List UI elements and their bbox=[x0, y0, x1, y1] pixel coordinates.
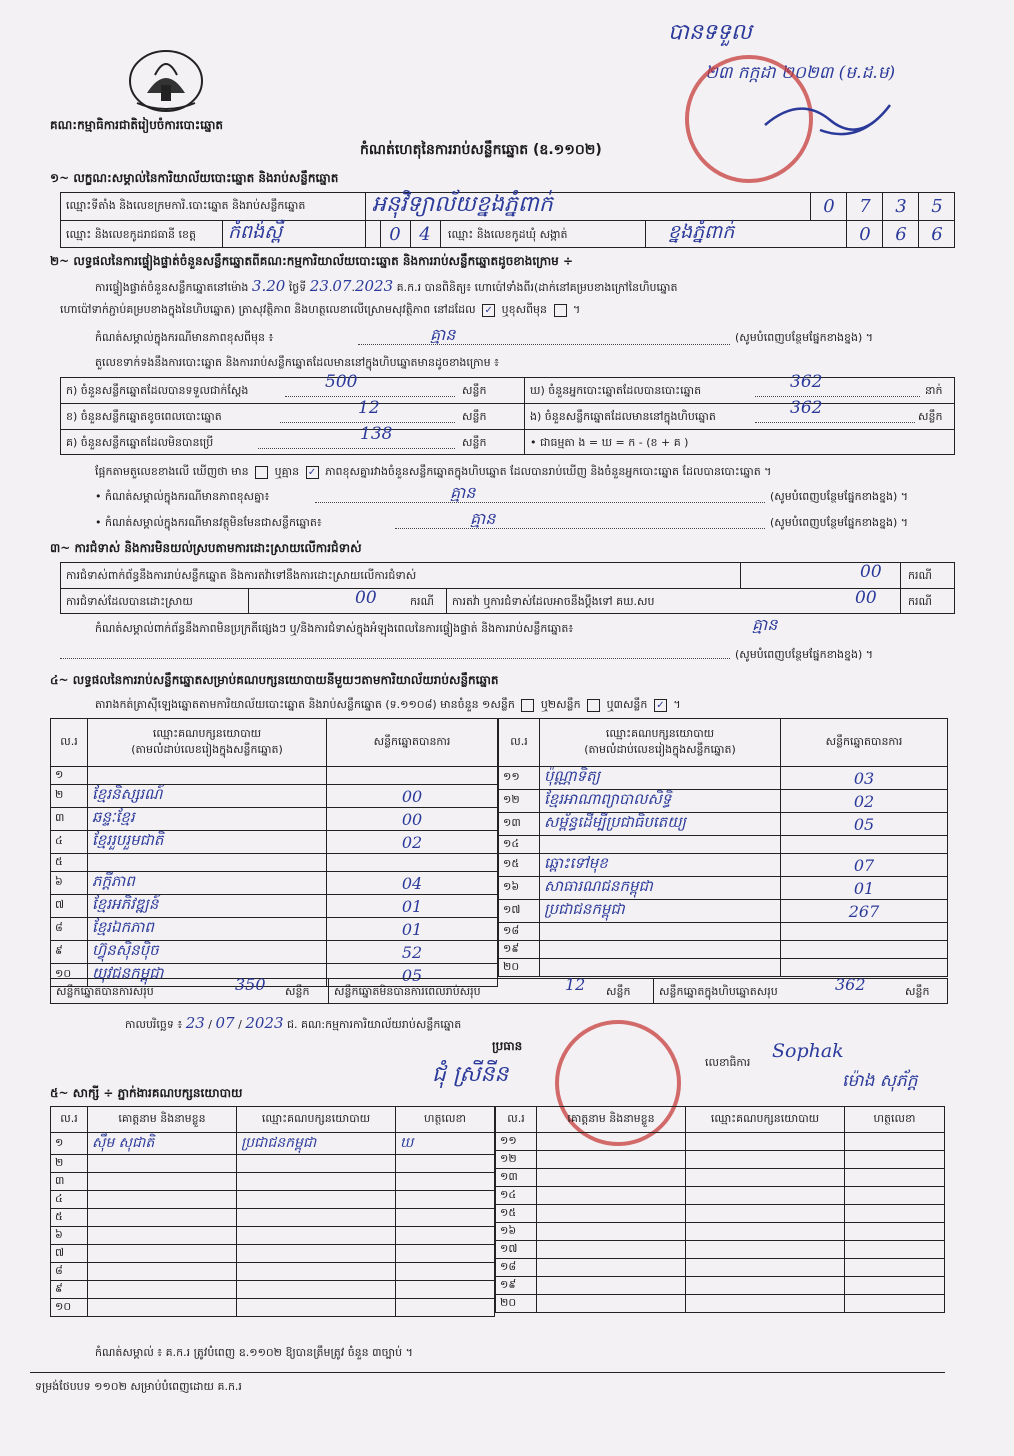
verify-month: 07 bbox=[332, 277, 352, 295]
signature bbox=[760, 85, 910, 145]
box-ballots-label: ង) ចំនួនសន្លឹកឆ្នោតដែលមាននៅក្នុងហិបឆ្នោត bbox=[530, 410, 716, 423]
appeal-value: 00 bbox=[855, 588, 877, 608]
invalid-total-value: 12 bbox=[565, 975, 586, 994]
irregularity-value: គ្មាន bbox=[752, 615, 778, 634]
chair-label: ប្រធាន bbox=[492, 1039, 523, 1053]
commune-label: ឈ្មោះ និងលេខកូដឃុំ សង្កាត់ bbox=[448, 228, 568, 241]
secretary-name: ម៉ោង សុភ័ក្ត bbox=[842, 1071, 918, 1091]
resolved-label: ការជំទាស់ដែលបានដោះស្រាយ bbox=[66, 595, 193, 608]
coat-of-arms-logo bbox=[125, 45, 207, 117]
date-month: 07 bbox=[215, 1014, 235, 1032]
section5-heading: ៥~ សាក្សី ÷ ភ្នាក់ងារគណបក្សនយោបាយ bbox=[50, 1086, 243, 1100]
invalid-total-label: សន្លឹកឆ្នោតមិនបានការពេលរាប់សរុប bbox=[334, 985, 481, 998]
remark2-value: គ្មាន bbox=[450, 483, 476, 502]
objections-value: 00 bbox=[860, 562, 882, 582]
table-row-no: ១ bbox=[51, 767, 88, 785]
page-title: កំណត់ហេតុនៃការរាប់សន្លឹកឆ្នោត (ឧ.១១០២) bbox=[360, 142, 602, 158]
remark2-label: • កំណត់សម្គាល់ក្នុងករណីមានភាពខុសគ្នា៖ bbox=[95, 490, 270, 503]
has-difference-checkbox[interactable] bbox=[255, 466, 268, 479]
location-code-2: 7 bbox=[859, 196, 871, 217]
committee-name: គណ:កម្មាធិការជាតិរៀបចំការបោះឆ្នោត bbox=[50, 118, 224, 132]
commune-code-3: 6 bbox=[931, 224, 943, 245]
remark1-note: (សូមបំពេញបន្ថែមផ្នែកខាងខ្នង) ។ bbox=[735, 331, 874, 344]
one-sheet-checkbox[interactable] bbox=[521, 699, 534, 712]
received-ballots-label: ក) ចំនួនសន្លឹកឆ្នោតដែលបានទទួលជាក់ស្តែង bbox=[66, 384, 249, 397]
received-date: ២៣ កក្កដា ២០២៣ (ម.ដ.ម) bbox=[705, 63, 896, 83]
section1-heading: ១~ លក្ខណ:សម្គាល់នៃការិយាល័យបោះឆ្នោត និងរាប់សន្លឹកឆ្នោត bbox=[50, 171, 339, 185]
verify-time: 3.20 bbox=[251, 277, 286, 295]
box-ballots-value: 362 bbox=[790, 398, 823, 418]
figures-intro: តួលេខទាក់ទងនឹងការបោះឆ្នោត និងការរាប់សន្លឹកឆ្នោតដែលមាននៅក្នុងហិបឆ្នោតមានដូចខាងក្រោម ៖ bbox=[95, 356, 499, 369]
resolved-value: 00 bbox=[355, 588, 377, 608]
commune-code-2: 6 bbox=[895, 224, 907, 245]
document-page: គណ:កម្មាធិការជាតិរៀបចំការបោះឆ្នោត កំណត់ហេតុនៃការរាប់សន្លឹកឆ្នោត (ឧ.១១០២) បានទទួល ២៣ កក្កដា ២០២៣ (ម.ដ.ម) ១~ លក្ខណ:សម្គាល់នៃការិយាល័យបោះឆ្នោត និងរាប់សន្លឹកឆ្នោត ឈ្មោះទីតាំង និងលេខក្រមការិ.បោះឆ្នោត និងរាប់សន្លឹកឆ្នោត អនុវិទ្យាល័យខ្នងភ្នំពាក់ 0 7 3 5 ឈ្មោះ និងលេខកូដរាជធានី ខេត្ត កំពង់ស្ពឺ 0 4 ឈ្មោះ និងលេខកូដឃុំ សង្កាត់ ខ្នងភ្នំពាក់ 0 6 6 ២~ លទ្ធផលនៃការផ្ទៀងផ្ទាត់ចំនួនសន្លឹកឆ្នោតពីគណ:កម្មការិយាល័យបោះឆ្នោត និងការរាប់សន្លឹកឆ្នោតដូចខាងក្រោម ÷ ការផ្ទៀងផ្ទាត់ចំនួនសន្លឹកឆ្នោតនៅម៉ោង 3.20 ថ្ងៃទី 23.07.2023 គ.ក.រ បានពិនិត្យ៖ ហោប៉ៅទាំងពីរ(ដាក់នៅគម្របខាងក្រៅនៃហិបឆ្នោត ហោប៉ៅទាក់ភ្ជាប់គម្របខាងក្នុងនៃហិបឆ្នោត) ត្រាសុវត្ថិភាព និងហត្ថលេខាលើស្រោមសុវត្ថិភាព នៅដដែល ✓ ឬខុសពីមុន ។ កំណត់សម្គាល់ក្នុងករណីមានភាពខុសពីមុន ៖ គ្មាន (សូមបំពេញបន្ថែមផ្នែកខាងខ្នង) ។ តួលេខទាក់ទងនឹងការបោះឆ្នោត និងការរាប់សន្លឹកឆ្នោតដែលមាននៅក្នុងហិបឆ្នោតមានដូចខាងក្រោម ៖ ក) ចំនួនសន្លឹកឆ្នោតដែលបានទទួលជាក់ស្តែង 500 សន្លឹក ខ) ចំនួនសន្លឹកឆ្នោតខូចពេលបោះឆ្នោត 12 សន្លឹក គ) ចំនួនសន្លឹកឆ្នោតដែលមិនបានប្រើ 138 សន្លឹក ឃ) ចំនួនអ្នកបោះឆ្នោតដែលបានបោះឆ្នោត 362 នាក់ ង) ចំនួនសន្លឹកឆ្នោតដែលមាននៅក្នុងហិបឆ្នោត 362 សន្លឹក • ជាធម្មតា ង = ឃ = ក - (ខ + គ ) ផ្អែកតាមតួលេខខាងលើ ឃើញថា មាន ឬគ្មាន ✓ ភាពខុសគ្នារវាងចំនួនសន្លឹកឆ្នោតក្នុងហិបឆ្នោត ដែលបានរាប់ឃើញ និងចំនួនអ្នកបោះឆ្នោត ដែលបានបោះឆ្នោត ។ • កំណត់សម្គាល់ក្នុងករណីមានភាពខុសគ្នា៖ គ្មាន (សូមបំពេញបន្ថែមផ្នែកខាងខ្នង) ។ • កំណត់សម្គាល់ក្នុងករណីមានវត្ថុមិនមែនជាសន្លឹកឆ្នោត៖ គ្មាន (សូមបំពេញបន្ថែមផ្នែកខាងខ្នង) ។ ៣~ ការជំទាស់ និងការមិនយល់ស្របតាមការដោះស្រាយលើការជំទាស់ ការជំទាស់ពាក់ព័ន្ធនឹងការរាប់សន្លឹកឆ្នោត និងការតវ៉ាទៅនឹងការដោះស្រាយលើការជំទាស់ 00 ករណី ការជំទាស់ដែលបានដោះស្រាយ 00 ករណី ការតវ៉ា ឬការជំទាស់ដែលអាចនឹងប្តឹងទៅ គឃ.សប 00 ករណី កំណត់សម្គាល់ពាក់ព័ន្ធនឹងភាពមិនប្រក្រតីផ្សេងៗ ឬ/និងការជំទាស់ក្នុងអំឡុងពេលនៃការផ្ទៀងផ្ទាត់ និងការរាប់សន្លឹកឆ្នោត៖ គ្មាន (សូមបំពេញបន្ថែមផ្នែកខាងខ្នង) ។ ៤~ លទ្ធផលនៃការរាប់សន្លឹកឆ្នោតសម្រាប់គណបក្សនយោបាយនីមួយៗតាមការិយាល័យរាប់សន្លឹកឆ្នោត តារាងកត់ត្រាស៊ីឡេងឆ្នោតតាមការិយាល័យបោះឆ្នោត និងរាប់សន្លឹកឆ្នោត (ទ.១១០៨) មានចំនួន ១សន្លឹក ឬ២សន្លឹក ឬ៣សន្លឹក ✓ ។ ល.រ ឈ្មោះគណបក្សនយោបាយ (តាមលំដាប់លេខរៀងក្នុងសន្លឹកឆ្នោត) សន្លឹកឆ្នោតបានការ ១ ២ ខ្មែរនិស្សរណ៍ 00 ៣ ឆន្ទៈខ្មែរ 00 ៤ ខ្មែររួបរួមជាតិ 02 ៥ ៦ ភក្តីភាព 04 ៧ ខ្មែរអភិវឌ្ឍន៍ 01 ៨ ខ្មែរឯកភាព 01 ៩ ហ៊្វុនស៊ិនប៉ិច 52 ១០ យុវជនកម្ពុជា 05 ល.រ ឈ្មោះគណបក្សនយោបាយ (តាមលំដាប់លេខរៀងក្នុងសន្លឹកឆ្នោត) សន្លឹកឆ្នោតបានការ ១១ ប៉ុណ្ណាទិត្យ 03 ១២ ខ្មែរអាណាព្យាបាលសិទ្ធិ 02 ១៣ សម្ព័ន្ធដើម្បីប្រជាធិបតេយ្យ 05 ១៤ ១៥ ឆ្ពោះទៅមុខ 07 ១៦ សាធារណជនកម្ពុជា 01 ១៧ ប្រជាជនកម្ពុជា 267 ១៨ ១៩ ២០ សន្លឹកឆ្នោតបានការសរុប 350 សន្លឹក សន្លឹកឆ្នោតមិនបានការពេលរាប់សរុប 12 សន្លឹក សន្លឹកឆ្នោតក្នុងហិបឆ្នោតសរុប 362 សន្លឹក កាលបរិច្ឆេទ ៖ 23 / 07 / 2023 ជ. គណ:កម្មការការិយាល័យរាប់សន្លឹកឆ្នោត ប្រធាន ជុំ ស្រីនីន លេខាធិការ Sophak ម៉ោង សុភ័ក្ត ៥~ សាក្សី ÷ ភ្នាក់ងារគណបក្សនយោបាយ ល.រ គោត្តនាម និងនាមខ្លួន ឈ្មោះគណបក្សនយោបាយ ហត្ថលេខា ១ ស៊ឹម សុជាតិ ប្រជាជនកម្ពុជា ឃ ២ ៣ ៤ ៥ ៦ ៧ ៨ ៩ ១០ ល.រ គោត្តនាម និងនាមខ្លួន ឈ្មោះគណបក្សនយោបាយ ហត្ថលេខា ១១ ១២ ១៣ ១៤ ១៥ ១៦ ១៧ ១៨ ១៩ ២០ កំណត់សម្គាល់ ៖ គ.ក.រ ត្រូវបំពេញ ឧ.១១០២ ឱ្យបានត្រឹមត្រូវ ចំនួន ៣ច្បាប់ ។ ទម្រង់ថែបបទ ១១០២ សម្រាប់បំពេញដោយ គ.ក.រ bbox=[0, 0, 1014, 1456]
witness-table-left: ល.រ គោត្តនាម និងនាមខ្លួន ឈ្មោះគណបក្សនយោបាយ ហត្ថលេខា ១ ស៊ឹម សុជាតិ ប្រជាជនកម្ពុជា ឃ ២ ៣ ៤ ៥ ៦ ៧ ៨ ៩ ១០ bbox=[50, 1106, 495, 1317]
commune-code-1: 0 bbox=[859, 224, 871, 245]
section4-heading: ៤~ លទ្ធផលនៃការរាប់សន្លឹកឆ្នោតសម្រាប់គណបក្សនយោបាយនីមួយៗតាមការិយាល័យរាប់សន្លឹកឆ្នោត bbox=[50, 673, 499, 687]
unused-ballots-value: 138 bbox=[360, 424, 393, 444]
witness-table-right: ល.រ គោត្តនាម និងនាមខ្លួន ឈ្មោះគណបក្សនយោបាយ ហត្ថលេខា ១១ ១២ ១៣ ១៤ ១៥ ១៦ ១៧ ១៨ ១៩ ២០ bbox=[495, 1106, 945, 1313]
date-year: 2023 bbox=[245, 1014, 284, 1032]
valid-total-value: 350 bbox=[235, 975, 266, 994]
totals-row bbox=[50, 978, 948, 1004]
changed-checkbox[interactable] bbox=[554, 304, 567, 317]
difference-line: ផ្អែកតាមតួលេខខាងលើ ឃើញថា មាន ឬគ្មាន ✓ ភាពខុសគ្នារវាងចំនួនសន្លឹកឆ្នោតក្នុងហិបឆ្នោត ដែលបានរាប់ឃើញ និងចំនួនអ្នកបោះឆ្នោត ដែលបានបោះឆ្នោត ។ bbox=[95, 465, 772, 478]
form-id: ទម្រង់ថែបបទ ១១០២ សម្រាប់បំពេញដោយ គ.ក.រ bbox=[35, 1380, 242, 1393]
box-total-value: 362 bbox=[835, 975, 866, 994]
remark1-value: គ្មាន bbox=[430, 325, 456, 344]
received-note: បានទទួល bbox=[668, 20, 752, 45]
irregularity-label: កំណត់សម្គាល់ពាក់ព័ន្ធនឹងភាពមិនប្រក្រតីផ្សេងៗ ឬ/និងការជំទាស់ក្នុងអំឡុងពេលនៃការផ្ទៀងផ្ទាត់ និងការរាប់សន្លឹកឆ្នោត៖ bbox=[95, 622, 574, 635]
province-code-2: 4 bbox=[419, 224, 431, 245]
valid-total-label: សន្លឹកឆ្នោតបានការសរុប bbox=[56, 985, 154, 998]
location-label: ឈ្មោះទីតាំង និងលេខក្រមការិ.បោះឆ្នោត និងរាប់សន្លឹកឆ្នោត bbox=[66, 199, 306, 212]
appeal-label: ការតវ៉ា ឬការជំទាស់ដែលអាចនឹងប្តឹងទៅ គឃ.សប bbox=[452, 595, 655, 608]
verify-time-line: ការផ្ទៀងផ្ទាត់ចំនួនសន្លឹកឆ្នោតនៅម៉ោង 3.20 ថ្ងៃទី 23.07.2023 គ.ក.រ បានពិនិត្យ៖ ហោប៉ៅទាំងពីរ(ដាក់នៅគម្របខាងក្រៅនៃហិបឆ្នោត bbox=[95, 277, 678, 295]
unused-ballots-label: គ) ចំនួនសន្លឹកឆ្នោតដែលមិនបានប្រើ bbox=[66, 436, 214, 449]
seal-check-line: ហោប៉ៅទាក់ភ្ជាប់គម្របខាងក្នុងនៃហិបឆ្នោត) ត្រាសុវត្ថិភាព និងហត្ថលេខាលើស្រោមសុវត្ថិភាព នៅដដែល ✓ ឬខុសពីមុន ។ bbox=[60, 303, 581, 316]
two-sheet-checkbox[interactable] bbox=[587, 699, 600, 712]
verify-year: 2023 bbox=[354, 277, 394, 295]
province-value: កំពង់ស្ពឺ bbox=[228, 221, 283, 243]
section3-heading: ៣~ ការជំទាស់ និងការមិនយល់ស្របតាមការដោះស្រាយលើការជំទាស់ bbox=[50, 541, 362, 555]
location-code-3: 3 bbox=[895, 196, 907, 217]
location-value: អនុវិទ្យាល័យខ្នងភ្នំពាក់ bbox=[372, 192, 553, 217]
tally-sheet-line: តារាងកត់ត្រាស៊ីឡេងឆ្នោតតាមការិយាល័យបោះឆ្នោត និងរាប់សន្លឹកឆ្នោត (ទ.១១០៨) មានចំនួន ១សន្លឹក ឬ២សន្លឹក ឬ៣សន្លឹក ✓ ។ bbox=[95, 698, 681, 711]
province-label: ឈ្មោះ និងលេខកូដរាជធានី ខេត្ត bbox=[66, 228, 196, 241]
formula: • ជាធម្មតា ង = ឃ = ក - (ខ + គ ) bbox=[530, 436, 689, 449]
results-table-left: ល.រ ឈ្មោះគណបក្សនយោបាយ (តាមលំដាប់លេខរៀងក្នុងសន្លឹកឆ្នោត) សន្លឹកឆ្នោតបានការ ១ ២ ខ្មែរនិស្សរណ៍ 00 ៣ ឆន្ទៈខ្មែរ 00 ៤ ខ្មែររួបរួមជាតិ 02 ៥ ៦ ភក្តីភាព 04 ៧ ខ្មែរអភិវឌ្ឍន៍ 01 ៨ ខ្មែរឯកភាព 01 ៩ ហ៊្វុនស៊ិនប៉ិច 52 ១០ យុវជនកម្ពុជា 05 bbox=[50, 718, 498, 987]
received-ballots-value: 500 bbox=[325, 372, 358, 392]
date-day: 23 bbox=[185, 1014, 205, 1032]
results-table-right: ល.រ ឈ្មោះគណបក្សនយោបាយ (តាមលំដាប់លេខរៀងក្នុងសន្លឹកឆ្នោត) សន្លឹកឆ្នោតបានការ ១១ ប៉ុណ្ណាទិត្យ 03 ១២ ខ្មែរអាណាព្យាបាលសិទ្ធិ 02 ១៣ សម្ព័ន្ធដើម្បីប្រជាធិបតេយ្យ 05 ១៤ ១៥ ឆ្ពោះទៅមុខ 07 ១៦ សាធារណជនកម្ពុជា 01 ១៧ ប្រជាជនកម្ពុជា 267 ១៨ ១៩ ២០ bbox=[498, 718, 948, 977]
remark3-value: គ្មាន bbox=[470, 509, 496, 528]
spoiled-ballots-label: ខ) ចំនួនសន្លឹកឆ្នោតខូចពេលបោះឆ្នោត bbox=[66, 410, 222, 423]
voters-label: ឃ) ចំនួនអ្នកបោះឆ្នោតដែលបានបោះឆ្នោត bbox=[530, 384, 702, 397]
remark1-label: កំណត់សម្គាល់ក្នុងករណីមានភាពខុសពីមុន ៖ bbox=[95, 331, 274, 344]
date-line: កាលបរិច្ឆេទ ៖ 23 / 07 / 2023 ជ. គណ:កម្មការការិយាល័យរាប់សន្លឹកឆ្នោត bbox=[125, 1014, 462, 1032]
voters-value: 362 bbox=[790, 372, 823, 392]
chair-signature: ជុំ ស្រីនីន bbox=[432, 1062, 509, 1087]
commune-value: ខ្នងភ្នំពាក់ bbox=[668, 221, 735, 243]
secretary-label: លេខាធិការ bbox=[705, 1056, 751, 1069]
no-difference-checkbox[interactable]: ✓ bbox=[306, 466, 319, 479]
location-code-1: 0 bbox=[823, 196, 835, 217]
verify-day: 23 bbox=[309, 277, 329, 295]
objections-label: ការជំទាស់ពាក់ព័ន្ធនឹងការរាប់សន្លឹកឆ្នោត និងការតវ៉ាទៅនឹងការដោះស្រាយលើការជំទាស់ bbox=[66, 569, 417, 582]
unchanged-checkbox[interactable]: ✓ bbox=[482, 304, 495, 317]
secretary-signature: Sophak bbox=[772, 1040, 844, 1062]
province-code-1: 0 bbox=[389, 224, 401, 245]
footer-note: កំណត់សម្គាល់ ៖ គ.ក.រ ត្រូវបំពេញ ឧ.១១០២ ឱ្យបានត្រឹមត្រូវ ចំនួន ៣ច្បាប់ ។ bbox=[95, 1346, 413, 1359]
section2-heading: ២~ លទ្ធផលនៃការផ្ទៀងផ្ទាត់ចំនួនសន្លឹកឆ្នោតពីគណ:កម្មការិយាល័យបោះឆ្នោត និងការរាប់សន្លឹកឆ្នោតដូចខាងក្រោម ÷ bbox=[50, 254, 574, 268]
location-code-4: 5 bbox=[931, 196, 943, 217]
box-total-label: សន្លឹកឆ្នោតក្នុងហិបឆ្នោតសរុប bbox=[659, 985, 778, 998]
spoiled-ballots-value: 12 bbox=[358, 398, 380, 418]
three-sheet-checkbox[interactable]: ✓ bbox=[654, 699, 667, 712]
remark3-label: • កំណត់សម្គាល់ក្នុងករណីមានវត្ថុមិនមែនជាសន្លឹកឆ្នោត៖ bbox=[95, 516, 322, 529]
